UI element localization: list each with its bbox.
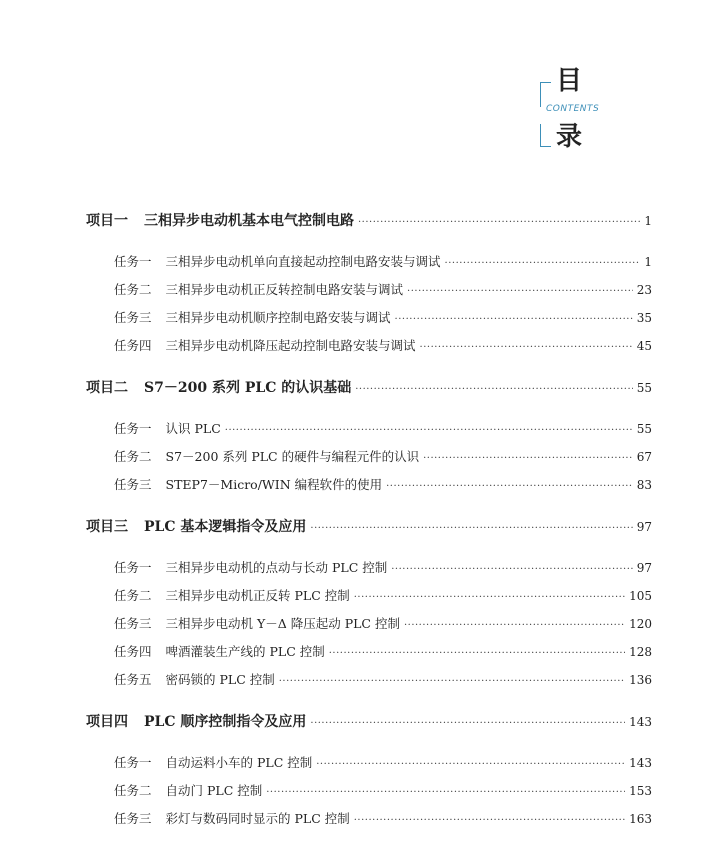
entry-title: 自动门 PLC 控制 [165, 783, 263, 798]
heading-char-lu: 录 [556, 122, 583, 152]
dot-leader [358, 217, 640, 228]
entry-page: 105 [629, 589, 652, 603]
dot-leader [310, 718, 625, 729]
entry-number: 任务二 [114, 783, 152, 798]
dot-leader [420, 342, 633, 353]
dot-leader [279, 676, 625, 687]
toc-task[interactable] [114, 419, 652, 437]
toc-task[interactable] [114, 670, 652, 688]
toc-task[interactable] [114, 280, 652, 298]
entry-number: 任务四 [114, 644, 152, 659]
dot-leader [329, 648, 625, 659]
entry-page: 143 [629, 715, 652, 729]
toc-task[interactable] [114, 586, 652, 604]
entry-page: 97 [636, 561, 652, 575]
entry-page: 143 [629, 756, 652, 770]
entry-number: 任务三 [114, 811, 152, 826]
entry-number: 任务二 [114, 449, 152, 464]
toc-task[interactable] [114, 475, 652, 493]
toc-project-1[interactable] [86, 210, 652, 230]
toc-task[interactable] [114, 614, 652, 632]
entry-title: STEP7－Micro/WIN 编程软件的使用 [165, 477, 383, 492]
entry-page: 120 [629, 617, 652, 631]
dot-leader [407, 286, 633, 297]
toc-task[interactable] [114, 558, 652, 576]
dot-leader [266, 787, 625, 798]
entry-number: 任务二 [114, 588, 152, 603]
entry-number: 项目三 [86, 519, 128, 535]
entry-title: 三相异步电动机单向直接起动控制电路安装与调试 [165, 254, 441, 269]
toc-project-3[interactable] [86, 516, 652, 536]
dot-leader [391, 564, 632, 575]
entry-page: 1 [644, 214, 652, 228]
dot-leader [395, 314, 633, 325]
toc-project-2[interactable] [86, 377, 652, 397]
toc-task[interactable] [114, 308, 652, 326]
toc-task[interactable] [114, 809, 652, 827]
entry-page: 35 [636, 311, 652, 325]
entry-title: PLC 基本逻辑指令及应用 [144, 519, 307, 535]
entry-number: 任务三 [114, 310, 152, 325]
dot-leader [225, 425, 633, 436]
dot-leader [354, 592, 625, 603]
dot-leader [445, 258, 641, 269]
entry-page: 163 [629, 812, 652, 826]
dot-leader [386, 481, 633, 492]
entry-title: 密码锁的 PLC 控制 [165, 672, 275, 687]
entry-number: 任务三 [114, 616, 152, 631]
entry-page: 55 [636, 422, 652, 436]
dot-leader [355, 384, 633, 395]
toc-heading [538, 66, 618, 156]
entry-title: 自动运料小车的 PLC 控制 [165, 755, 313, 770]
entry-title: 三相异步电动机的点动与长动 PLC 控制 [165, 560, 388, 575]
entry-page: 83 [636, 478, 652, 492]
entry-number: 任务一 [114, 560, 152, 575]
entry-title: 三相异步电动机基本电气控制电路 [144, 213, 354, 229]
toc-task[interactable] [114, 336, 652, 354]
entry-title: 彩灯与数码同时显示的 PLC 控制 [165, 811, 350, 826]
entry-number: 任务一 [114, 254, 152, 269]
toc-task[interactable] [114, 781, 652, 799]
heading-contents-label: CONTENTS [546, 104, 600, 114]
toc-task[interactable] [114, 642, 652, 660]
entry-number: 项目四 [86, 714, 128, 730]
entry-title: 三相异步电动机降压起动控制电路安装与调试 [165, 338, 416, 353]
entry-page: 128 [629, 645, 652, 659]
entry-page: 23 [636, 283, 652, 297]
entry-number: 任务三 [114, 477, 152, 492]
entry-title: S7－200 系列 PLC 的认识基础 [144, 380, 352, 396]
heading-bracket-bottom [540, 124, 551, 147]
dot-leader [423, 453, 633, 464]
toc-task[interactable] [114, 447, 652, 465]
entry-page: 55 [636, 381, 652, 395]
dot-leader [354, 815, 625, 826]
entry-title: 三相异步电动机正反转控制电路安装与调试 [165, 282, 404, 297]
entry-number: 项目二 [86, 380, 128, 396]
entry-number: 任务二 [114, 282, 152, 297]
entry-page: 67 [636, 450, 652, 464]
entry-title: PLC 顺序控制指令及应用 [144, 714, 307, 730]
dot-leader [310, 523, 632, 534]
entry-title: 三相异步电动机正反转 PLC 控制 [165, 588, 350, 603]
dot-leader [404, 620, 625, 631]
toc-task[interactable] [114, 252, 652, 270]
toc-task[interactable] [114, 753, 652, 771]
heading-char-mu: 目 [556, 66, 583, 96]
entry-title: 认识 PLC [165, 421, 221, 436]
entry-number: 项目一 [86, 213, 128, 229]
entry-title: 三相异步电动机顺序控制电路安装与调试 [165, 310, 391, 325]
entry-title: 三相异步电动机 Y－Δ 降压起动 PLC 控制 [165, 616, 400, 631]
entry-title: 啤酒灌装生产线的 PLC 控制 [165, 644, 325, 659]
entry-number: 任务四 [114, 338, 152, 353]
entry-number: 任务五 [114, 672, 152, 687]
dot-leader [316, 759, 625, 770]
entry-page: 153 [629, 784, 652, 798]
entry-page: 136 [629, 673, 652, 687]
entry-title: S7－200 系列 PLC 的硬件与编程元件的认识 [165, 449, 420, 464]
entry-number: 任务一 [114, 755, 152, 770]
toc-project-4[interactable] [86, 711, 652, 731]
entry-page: 1 [644, 255, 652, 269]
entry-page: 45 [636, 339, 652, 353]
entry-page: 97 [636, 520, 652, 534]
entry-number: 任务一 [114, 421, 152, 436]
